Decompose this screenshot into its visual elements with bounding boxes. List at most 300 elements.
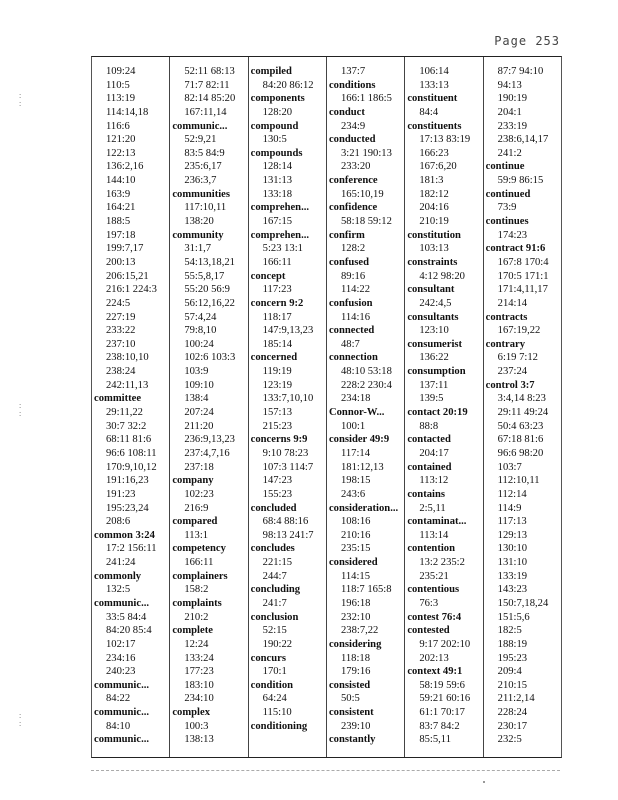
index-term: concluding [250, 584, 301, 596]
index-reference: 50:4 63:23 [497, 420, 544, 432]
index-reference: 98:13 241:7 [262, 529, 314, 541]
index-term: considered [328, 557, 378, 569]
index-reference: 133:13 [419, 79, 449, 91]
page-number: Page 253 [494, 34, 560, 48]
index-reference: 113:19 [106, 93, 136, 105]
index-reference: 232:5 [497, 734, 522, 746]
index-term: compared [172, 516, 218, 528]
index-reference: 185:14 [262, 338, 293, 350]
index-reference: 121:20 [106, 134, 136, 146]
index-reference: 204:16 [419, 202, 449, 214]
index-column-4 [326, 57, 404, 757]
index-reference: 79:8,10 [184, 325, 217, 337]
index-term: condition [250, 679, 294, 691]
index-reference: 115:10 [262, 707, 292, 719]
index-reference: 100:3 [184, 720, 209, 732]
index-reference: 167:19,22 [497, 325, 541, 337]
index-reference: 114:15 [340, 570, 371, 582]
index-reference: 214:14 [497, 297, 528, 309]
index-term: compound [250, 120, 299, 132]
index-reference: 182:12 [419, 188, 449, 200]
index-term: consultant [407, 284, 455, 296]
index-reference: 130:5 [262, 134, 287, 146]
index-reference: 133:7,10,10 [262, 393, 314, 405]
hole-punch-mark: : : [19, 91, 22, 108]
index-term: components [250, 93, 305, 105]
index-reference: 150:7,18,24 [497, 597, 549, 609]
index-reference: 103:9 [184, 366, 209, 378]
index-term: compounds [250, 147, 303, 159]
index-reference: 113:12 [419, 475, 449, 487]
index-reference: 164:21 [106, 202, 136, 214]
index-reference: 242:4,5 [419, 297, 452, 309]
index-reference: 76:3 [419, 597, 439, 609]
index-term: community [172, 229, 224, 241]
index-reference: 54:13,18,21 [184, 256, 235, 268]
index-reference: 238:10,10 [106, 352, 149, 364]
index-term: consideration... [328, 502, 399, 514]
index-term: complete [172, 625, 213, 637]
index-reference: 119:19 [262, 366, 292, 378]
index-term: conclusion [250, 611, 299, 623]
index-reference: 158:2 [184, 584, 209, 596]
index-reference: 240:23 [106, 666, 136, 678]
index-term: commonly [94, 570, 142, 582]
index-reference: 157:13 [262, 407, 293, 419]
index-reference: 234:10 [184, 693, 214, 705]
index-reference: 233:20 [340, 161, 371, 173]
index-reference: 208:6 [106, 516, 131, 528]
index-term: complaints [172, 597, 222, 609]
index-reference: 122:13 [106, 147, 136, 159]
index-reference: 5:23 13:1 [262, 243, 303, 255]
index-reference: 199:7,17 [106, 243, 144, 255]
index-reference: 196:18 [340, 597, 371, 609]
index-term: conducted [328, 134, 376, 146]
index-term: contracts [485, 311, 528, 323]
index-reference: 237:24 [497, 366, 528, 378]
index-reference: 233:19 [497, 120, 528, 132]
index-reference: 166:11 [184, 557, 214, 569]
index-reference: 221:15 [262, 557, 293, 569]
index-reference: 82:14 85:20 [184, 93, 236, 105]
index-term: communic... [94, 707, 150, 719]
index-term: comprehen... [250, 202, 310, 214]
index-reference: 103:13 [419, 243, 449, 255]
index-reference: 235:21 [419, 570, 449, 582]
index-term: communic... [94, 679, 150, 691]
index-term: complainers [172, 570, 228, 582]
index-reference: 204:17 [419, 447, 449, 459]
index-reference: 103:7 [497, 461, 522, 473]
index-reference: 89:16 [340, 270, 366, 282]
index-term: compiled [250, 66, 292, 77]
index-term: control 3:7 [485, 379, 535, 391]
hole-punch-mark: : : [19, 401, 22, 418]
index-reference: 57:4,24 [184, 311, 217, 323]
index-term: complex [172, 707, 210, 719]
index-reference: 165:10,19 [340, 188, 384, 200]
index-term: constituents [407, 120, 462, 132]
index-reference: 114:14,18 [106, 106, 149, 118]
index-reference: 210:19 [419, 216, 449, 228]
index-reference: 128:2 [340, 243, 366, 255]
index-reference: 59:21 60:16 [419, 693, 471, 705]
index-reference: 147:23 [262, 475, 293, 487]
footer-divider [91, 770, 560, 771]
index-reference: 138:4 [184, 393, 209, 405]
index-column-2 [169, 57, 247, 757]
index-reference: 166:11 [262, 256, 292, 268]
index-reference: 29:11 49:24 [497, 407, 549, 419]
index-reference: 132:5 [106, 584, 131, 596]
index-reference: 230:17 [497, 720, 528, 732]
index-term: contention [407, 543, 455, 555]
index-reference: 102:23 [184, 488, 214, 500]
index-reference: 112:14 [497, 488, 527, 500]
index-term: communic... [94, 734, 150, 746]
index-reference: 84:20 86:12 [262, 79, 314, 91]
index-term: concern 9:2 [250, 297, 304, 309]
index-reference: 167:6,20 [419, 161, 457, 173]
index-reference: 163:9 [106, 188, 131, 200]
index-term: comprehen... [250, 229, 310, 241]
index-reference: 12:24 [184, 638, 209, 650]
index-reference: 131:13 [262, 175, 293, 187]
index-term: company [172, 475, 214, 487]
index-reference: 138:13 [184, 734, 214, 746]
index-reference: 228:2 230:4 [340, 379, 392, 391]
index-reference: 94:13 [497, 79, 522, 91]
index-reference: 9:17 202:10 [419, 638, 471, 650]
index-reference: 241:24 [106, 557, 136, 569]
index-term: common 3:24 [94, 529, 155, 541]
index-reference: 211:20 [184, 420, 214, 432]
index-reference: 227:19 [106, 311, 136, 323]
index-reference: 113:14 [419, 529, 449, 541]
index-reference: 206:15,21 [106, 270, 149, 282]
index-term: contains [407, 488, 445, 500]
index-reference: 68:4 88:16 [262, 516, 309, 528]
index-reference: 30:7 32:2 [106, 420, 147, 432]
index-reference: 170:5 171:1 [497, 270, 549, 282]
index-reference: 195:23,24 [106, 502, 149, 514]
index-reference: 195:23 [497, 652, 528, 664]
index-reference: 133:18 [262, 188, 293, 200]
index-reference: 244:7 [262, 570, 287, 582]
index-reference: 6:19 7:12 [497, 352, 538, 364]
index-reference: 224:5 [106, 297, 131, 309]
index-reference: 188:19 [497, 638, 528, 650]
index-reference: 202:13 [419, 652, 449, 664]
index-term: concerns 9:9 [250, 434, 308, 446]
index-reference: 4:12 98:20 [419, 270, 465, 282]
index-reference: 114:22 [340, 284, 371, 296]
index-reference: 151:5,6 [497, 611, 530, 623]
index-reference: 110:5 [106, 79, 130, 91]
index-term: continue [485, 161, 525, 173]
index-term: concurs [250, 652, 286, 664]
index-reference: 238:6,14,17 [497, 134, 549, 146]
index-term: conference [328, 175, 378, 187]
index-reference: 73:9 [497, 202, 517, 214]
index-reference: 238:24 [106, 366, 136, 378]
index-reference: 191:23 [106, 488, 136, 500]
index-reference: 171:4,11,17 [497, 284, 548, 296]
index-reference: 181:3 [419, 175, 444, 187]
index-reference: 133:24 [184, 652, 214, 664]
index-reference: 71:7 82:11 [184, 79, 230, 91]
index-reference: 137:7 [340, 66, 366, 77]
index-reference: 55:20 56:9 [184, 284, 230, 296]
index-term: confidence [328, 202, 378, 214]
index-reference: 170:9,10,12 [106, 461, 157, 473]
index-reference: 109:24 [106, 66, 136, 77]
index-reference: 87:7 94:10 [497, 66, 544, 77]
index-reference: 108:16 [340, 516, 371, 528]
index-reference: 215:23 [262, 420, 293, 432]
index-reference: 106:14 [419, 66, 449, 77]
index-reference: 143:23 [497, 584, 528, 596]
index-reference: 96:6 108:11 [106, 447, 157, 459]
index-term: conditions [328, 79, 376, 91]
index-term: concept [250, 270, 286, 282]
index-reference: 243:6 [340, 488, 366, 500]
index-reference: 123:10 [419, 325, 449, 337]
index-term: connected [328, 325, 375, 337]
index-reference: 61:1 70:17 [419, 707, 465, 719]
index-term: consumerist [407, 338, 463, 350]
index-term: concludes [250, 543, 295, 555]
index-reference: 114:9 [497, 502, 522, 514]
scan-speck [483, 781, 485, 783]
index-term: considering [328, 638, 382, 650]
index-reference: 183:10 [184, 679, 214, 691]
index-reference: 131:10 [497, 557, 528, 569]
index-reference: 114:16 [340, 311, 371, 323]
index-reference: 167:15 [262, 216, 293, 228]
index-reference: 234:16 [106, 652, 136, 664]
hole-punch-mark: : : [19, 711, 22, 728]
index-reference: 100:1 [340, 420, 366, 432]
index-reference: 84:4 [419, 106, 439, 118]
index-reference: 88:8 [419, 420, 439, 432]
index-reference: 3:21 190:13 [340, 147, 392, 159]
index-term: committee [94, 393, 142, 405]
index-reference: 216:9 [184, 502, 209, 514]
index-reference: 128:20 [262, 106, 293, 118]
index-reference: 235:15 [340, 543, 371, 555]
index-column-1 [92, 57, 169, 757]
index-reference: 177:23 [184, 666, 214, 678]
index-term: confirm [328, 229, 365, 241]
index-reference: 188:5 [106, 216, 131, 228]
index-reference: 190:22 [262, 638, 293, 650]
index-reference: 102:17 [106, 638, 136, 650]
index-term: conduct [328, 106, 365, 118]
index-reference: 197:18 [106, 229, 136, 241]
index-reference: 107:3 114:7 [262, 461, 314, 473]
index-reference: 2:5,11 [419, 502, 446, 514]
index-reference: 200:13 [106, 256, 136, 268]
index-reference: 55:5,8,17 [184, 270, 225, 282]
index-term: communic... [172, 120, 228, 132]
index-table [91, 56, 562, 758]
index-reference: 210:16 [340, 529, 371, 541]
index-reference: 236:9,13,23 [184, 434, 235, 446]
index-term: consumption [407, 366, 466, 378]
index-reference: 58:19 59:6 [419, 679, 465, 691]
index-term: contested [407, 625, 450, 637]
index-term: concluded [250, 502, 297, 514]
index-term: contrary [485, 338, 526, 350]
index-term: contest 76:4 [407, 611, 462, 623]
index-reference: 113:1 [184, 529, 209, 541]
index-reference: 234:9 [340, 120, 366, 132]
index-reference: 242:11,13 [106, 379, 149, 391]
index-term: communities [172, 188, 230, 200]
index-reference: 209:4 [497, 666, 522, 678]
index-reference: 64:24 [262, 693, 287, 705]
index-reference: 166:1 186:5 [340, 93, 392, 105]
index-reference: 117:14 [340, 447, 371, 459]
index-reference: 118:7 165:8 [340, 584, 392, 596]
index-reference: 118:17 [262, 311, 292, 323]
index-reference: 170:1 [262, 666, 287, 678]
index-reference: 67:18 81:6 [497, 434, 544, 446]
index-reference: 3:4,14 8:23 [497, 393, 546, 405]
index-reference: 133:19 [497, 570, 528, 582]
index-reference: 84:10 [106, 720, 131, 732]
index-reference: 207:24 [184, 407, 214, 419]
index-reference: 137:11 [419, 379, 449, 391]
index-reference: 9:10 78:23 [262, 447, 309, 459]
index-reference: 238:7,22 [340, 625, 379, 637]
index-term: conditioning [250, 720, 308, 732]
index-term: contract 91:6 [485, 243, 546, 255]
index-reference: 155:23 [262, 488, 293, 500]
index-reference: 59:9 86:15 [497, 175, 544, 187]
index-reference: 144:10 [106, 175, 136, 187]
index-term: confused [328, 256, 370, 268]
index-term: contact 20:19 [407, 407, 468, 419]
index-term: contained [407, 461, 452, 473]
index-reference: 237:4,7,16 [184, 447, 230, 459]
index-term: consultants [407, 311, 459, 323]
index-reference: 17:2 156:11 [106, 543, 157, 555]
index-column-5 [404, 57, 482, 757]
index-reference: 85:5,11 [419, 734, 451, 746]
index-term: competency [172, 543, 226, 555]
index-reference: 129:13 [497, 529, 528, 541]
index-term: concerned [250, 352, 298, 364]
index-reference: 167:11,14 [184, 106, 227, 118]
index-term: constantly [328, 734, 376, 746]
index-term: continued [485, 188, 531, 200]
index-reference: 210:2 [184, 611, 209, 623]
index-reference: 31:1,7 [184, 243, 212, 255]
index-reference: 112:10,11 [497, 475, 540, 487]
index-reference: 118:18 [340, 652, 371, 664]
index-reference: 33:5 84:4 [106, 611, 147, 623]
index-reference: 52:11 68:13 [184, 66, 235, 77]
index-reference: 58:18 59:12 [340, 216, 392, 228]
index-reference: 83:5 84:9 [184, 147, 225, 159]
index-term: consisted [328, 679, 371, 691]
index-term: constraints [407, 256, 458, 268]
index-reference: 241:7 [262, 597, 287, 609]
index-reference: 235:6,17 [184, 161, 222, 173]
index-reference: 48:7 [340, 338, 360, 350]
index-reference: 100:24 [184, 338, 214, 350]
index-column-3 [248, 57, 326, 757]
index-reference: 102:6 103:3 [184, 352, 236, 364]
index-reference: 211:2,14 [497, 693, 535, 705]
index-reference: 181:12,13 [340, 461, 384, 473]
index-reference: 52:15 [262, 625, 287, 637]
index-term: consistent [328, 707, 374, 719]
index-term: constituent [407, 93, 458, 105]
index-reference: 130:10 [497, 543, 528, 555]
index-reference: 233:22 [106, 325, 136, 337]
index-term: continues [485, 216, 529, 228]
index-term: contentious [407, 584, 460, 596]
index-reference: 139:5 [419, 393, 444, 405]
index-column-6 [483, 57, 561, 757]
index-reference: 216:1 224:3 [106, 284, 157, 296]
index-term: context 49:1 [407, 666, 463, 678]
index-reference: 50:5 [340, 693, 360, 705]
index-reference: 241:2 [497, 147, 522, 159]
index-reference: 117:13 [497, 516, 527, 528]
index-reference: 190:19 [497, 93, 528, 105]
index-term: communic... [94, 597, 150, 609]
index-reference: 239:10 [340, 720, 371, 732]
index-reference: 83:7 84:2 [419, 720, 460, 732]
index-reference: 236:3,7 [184, 175, 217, 187]
index-reference: 167:8 170:4 [497, 256, 549, 268]
index-reference: 136:2,16 [106, 161, 144, 173]
index-reference: 84:22 [106, 693, 131, 705]
index-reference: 138:20 [184, 216, 214, 228]
index-term: constitution [407, 229, 461, 241]
index-reference: 237:18 [184, 461, 214, 473]
index-term: consider 49:9 [328, 434, 390, 446]
index-reference: 52:9,21 [184, 134, 217, 146]
index-reference: 48:10 53:18 [340, 366, 392, 378]
index-reference: 13:2 235:2 [419, 557, 465, 569]
index-reference: 17:13 83:19 [419, 134, 471, 146]
index-reference: 204:1 [497, 106, 522, 118]
index-reference: 128:14 [262, 161, 293, 173]
index-reference: 191:16,23 [106, 475, 149, 487]
index-reference: 84:20 85:4 [106, 625, 152, 637]
index-term: confusion [328, 297, 373, 309]
index-reference: 179:16 [340, 666, 371, 678]
index-reference: 96:6 98:20 [497, 447, 544, 459]
index-reference: 136:22 [419, 352, 449, 364]
index-reference: 228:24 [497, 707, 528, 719]
index-reference: 123:19 [262, 379, 293, 391]
index-term: connection [328, 352, 378, 364]
index-reference: 117:10,11 [184, 202, 227, 214]
index-reference: 68:11 81:6 [106, 434, 152, 446]
index-reference: 174:23 [497, 229, 528, 241]
index-reference: 232:10 [340, 611, 371, 623]
index-reference: 109:10 [184, 379, 214, 391]
index-reference: 117:23 [262, 284, 292, 296]
index-reference: 237:10 [106, 338, 136, 350]
